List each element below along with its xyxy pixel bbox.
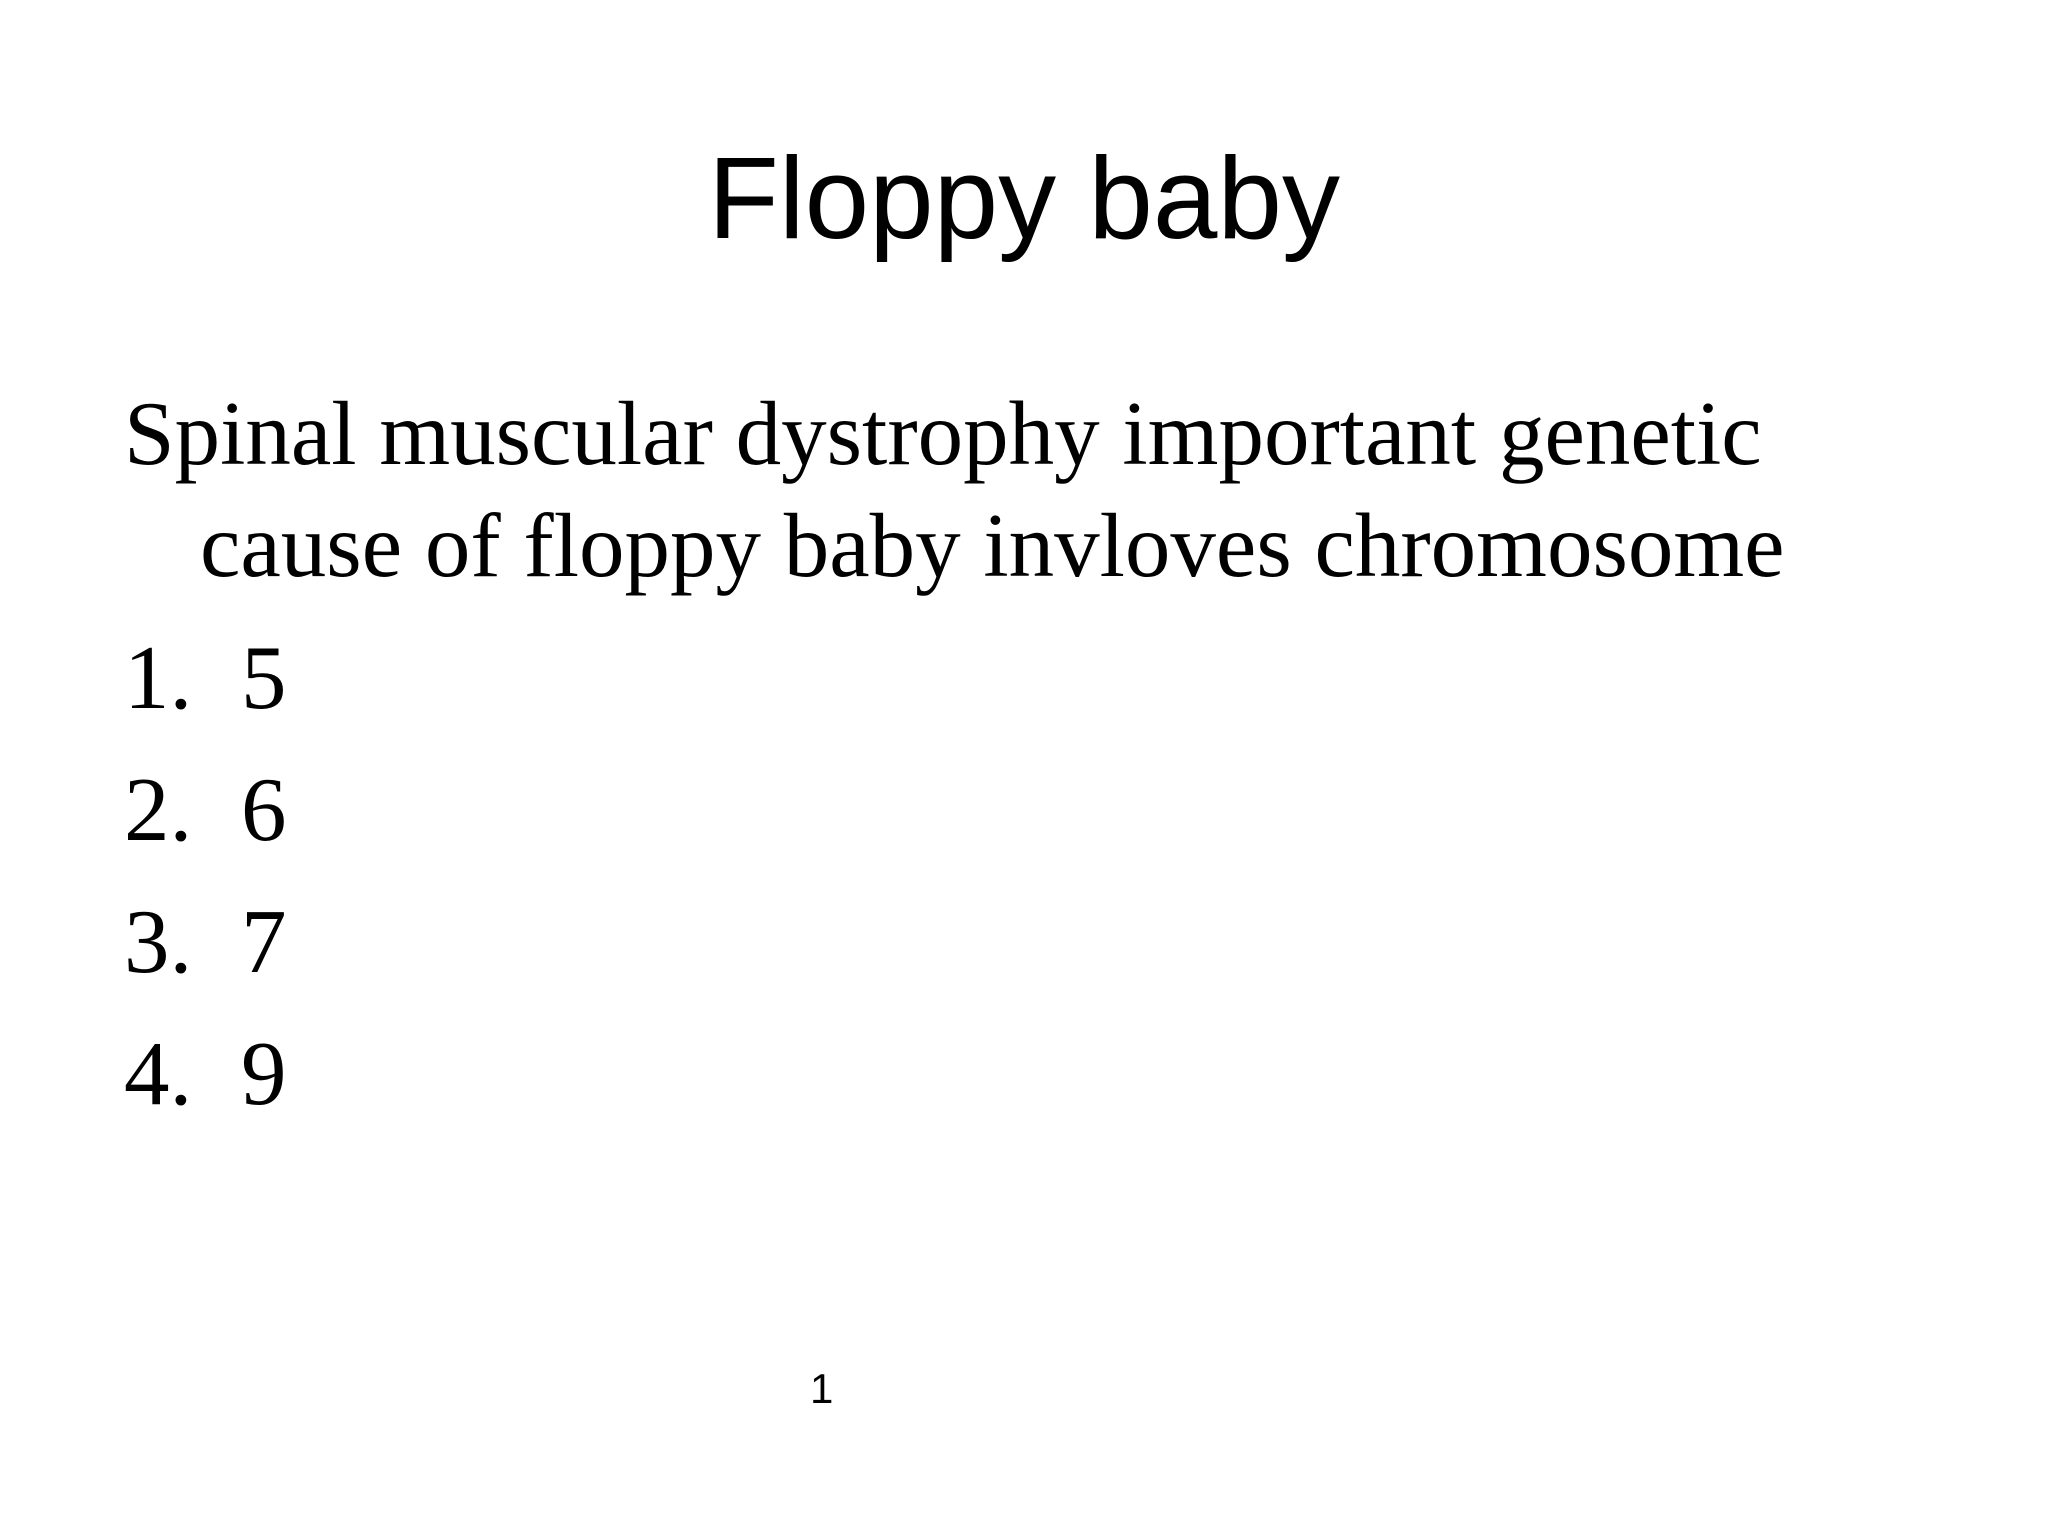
option-text: 6 — [241, 759, 287, 860]
slide-title: Floppy baby — [708, 133, 1340, 263]
option-number: 4. — [124, 1023, 193, 1124]
option-number: 3. — [124, 891, 193, 992]
option-number: 2. — [124, 759, 193, 860]
answer-option-1 — [124, 622, 1924, 754]
slide-page-number: 1 — [810, 1365, 834, 1412]
slide-body — [124, 378, 1924, 1150]
answer-options-list — [124, 622, 1924, 1150]
answer-option-3 — [124, 886, 1924, 1018]
answer-option-2 — [124, 754, 1924, 886]
answer-option-4 — [124, 1018, 1924, 1150]
option-text: 7 — [241, 891, 287, 992]
option-text: 5 — [241, 627, 287, 728]
option-text: 9 — [241, 1023, 287, 1124]
question-text: Spinal muscular dystrophy important genetic cause of floppy baby invloves chromosome — [124, 383, 1785, 596]
option-number: 1. — [124, 627, 193, 728]
